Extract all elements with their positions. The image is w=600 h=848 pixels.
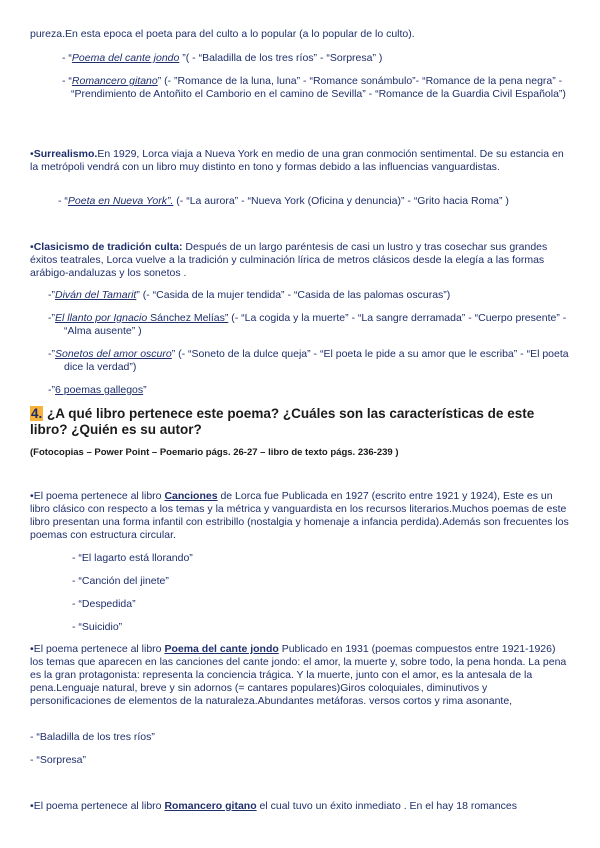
- clasicismo-paragraph: •Clasicismo de tradición culta: Después de un largo paréntesis de casi un lustro y tras cosechar sus grandes éxitos teatrales, Lorca vuelve a la tradición y culminación lírica de metros clásicos desde la elegía a las formas arábigo-andaluzas y los sonetos .: [30, 241, 548, 279]
- gallegos-link[interactable]: 6 poemas gallegos: [55, 384, 144, 396]
- bullet: •: [30, 643, 34, 655]
- romancero-book[interactable]: Romancero gitano: [164, 800, 257, 812]
- list-item: - “Suicidio”: [72, 621, 123, 633]
- question-number: 4.: [31, 406, 43, 421]
- romancero-item: - “Romancero gitano” (- ”Romance de la luna, luna” - “Romance sonámbulo”- “Romance de la pena negra” - “Prendimiento de Antoñito el Camborio en el camino de Sevilla” - “Romance de la Guardia Civil Española”): [62, 75, 566, 100]
- question-heading: 4. ¿A qué libro pertenece este poema? ¿Cuáles son las características de este libro? ¿Quién es su autor?: [30, 406, 535, 437]
- sonetos-item: -”Sonetos del amor oscuro” (- “Soneto de la dulce queja” - “El poeta le pide a su amor que le escriba” - “El poeta dice la verdad”): [48, 348, 569, 373]
- canciones-book[interactable]: Canciones: [164, 490, 218, 502]
- romancero-paragraph: •El poema pertenece al libro Romancero gitano el cual tuvo un éxito inmediato . En el hay 18 romances: [30, 800, 517, 812]
- poeta-ny-item: - “Poeta en Nueva York”. (- “La aurora” - “Nueva York (Oficina y denuncia)” - “Grito hacia Roma” ): [58, 195, 509, 207]
- llanto-item: -”El llanto por Ignacio Sánchez Melías” (- “La cogida y la muerte” - “La sangre derramada” - “Cuerpo presente” - “Alma ausente” ): [48, 312, 567, 337]
- divan-link[interactable]: Diván del Tamarit: [55, 289, 137, 301]
- divan-item: -”Diván del Tamarit” (- “Casida de la mujer tendida” - “Casida de las palomas oscuras”): [48, 289, 451, 301]
- list-item: - “Baladilla de los tres ríos”: [30, 731, 155, 743]
- bullet: •: [30, 800, 34, 812]
- surrealismo-paragraph: •Surrealismo.En 1929, Lorca viaja a Nueva York en medio de una gran conmoción sentimental. De su estancia en la metrópoli vendrá con un libro muy distinto en tono y formas debido a las influencias vanguardistas.: [30, 148, 564, 173]
- cante-jondo-book[interactable]: Poema del cante jondo: [164, 643, 279, 655]
- llanto-link[interactable]: El llanto por Ignacio: [55, 312, 148, 324]
- intro-line: pureza.En esta epoca el poeta para del culto a lo popular (a lo popular de lo culto).: [30, 28, 415, 40]
- cante-jondo-item: - “Poema del cante jondo ”( - “Baladilla de los tres ríos” - “Sorpresa” ): [62, 52, 383, 64]
- list-item: - “Canción del jinete”: [72, 575, 169, 587]
- list-item: - “Despedida”: [72, 598, 136, 610]
- cante-jondo-paragraph: •El poema pertenece al libro Poema del cante jondo Publicado en 1931 (poemas compuestos entre 1921-1926) los temas que aparecen en las canciones del cante jondo: el amor, la muerte y, sobre todo, la pena honda. La pena es la gran protagonista: representa la conciencia trágica. Y la muerte, junto con el amor, es la antesala de la pena.Lenguaje natural, breve y sin adornos (= cantares populares)Giros coloquiales, diminutivos y personificaciones de elementos de la naturaleza.Abundantes metáforas. versos cortos y rima asonante,: [30, 643, 567, 707]
- surrealismo-label: Surrealismo.: [33, 148, 98, 160]
- bullet: •: [30, 241, 34, 253]
- cante-jondo-link[interactable]: Poema del cante jondo: [71, 52, 180, 64]
- bullet: •: [30, 148, 34, 160]
- gallegos-item: -”6 poemas gallegos”: [48, 384, 147, 396]
- list-item: - “Sorpresa”: [30, 754, 87, 766]
- canciones-paragraph: •El poema pertenece al libro Canciones de Lorca fue Publicada en 1927 (escrito entre 1921 y 1924), Este es un libro clásico con respecto a los temas y la métrica y vanguardista en los recursos literarios.Muchos poemas de este libro presentan una forma infantil con estribillo (nostalgia y homenaje a infancia perdida).Además son frecuentes los poemas con estructura circular.: [30, 490, 569, 541]
- poeta-ny-link[interactable]: Poeta en Nueva York”.: [67, 195, 174, 207]
- romancero-link[interactable]: Romancero gitano: [71, 75, 158, 87]
- list-item: - “El lagarto está llorando”: [72, 552, 193, 564]
- sonetos-link[interactable]: Sonetos del amor oscuro: [55, 348, 172, 360]
- references-line: (Fotocopias – Power Point – Poemario págs. 26-27 – libro de texto págs. 236-239 ): [30, 447, 399, 458]
- bullet: •: [30, 490, 34, 502]
- clasicismo-label: Clasicismo de tradición culta:: [33, 241, 183, 253]
